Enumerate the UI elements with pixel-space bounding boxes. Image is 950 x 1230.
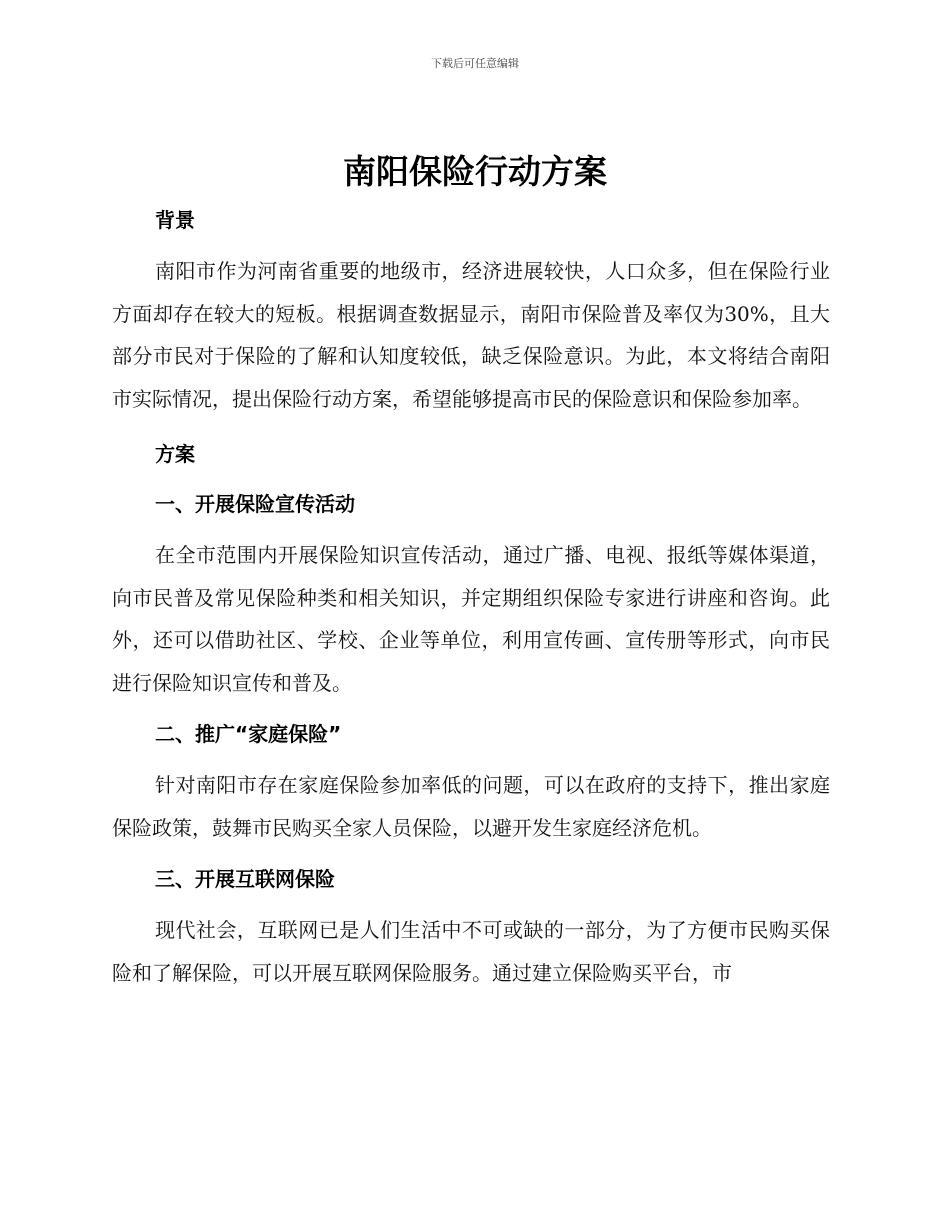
spacer bbox=[112, 899, 830, 909]
spacer bbox=[112, 754, 830, 764]
paragraph-item2: 针对南阳市存在家庭保险参加率低的问题，可以在政府的支持下，推出家庭保险政策，鼓舞市民购买全家人员保险，以避开发生家庭经济危机。 bbox=[112, 773, 830, 840]
spacer bbox=[112, 704, 830, 714]
section-heading-background: 背景 bbox=[155, 208, 195, 232]
spacer bbox=[112, 420, 830, 434]
section-heading-item1: 一、开展保险宣传活动 bbox=[155, 492, 355, 516]
document-body bbox=[112, 200, 830, 994]
header-note: 下载后可任意编辑 bbox=[431, 57, 519, 70]
section-heading-plan: 方案 bbox=[155, 442, 195, 466]
spacer bbox=[112, 524, 830, 534]
spacer bbox=[112, 849, 830, 859]
section-heading-item2: 二、推广“家庭保险” bbox=[155, 722, 342, 746]
document-title: 南阳保险行动方案 bbox=[343, 152, 607, 191]
paragraph-item3: 现代社会，互联网已是人们生活中不可或缺的一部分，为了方便市民购买保险和了解保险，可以开展互联网保险服务。通过建立保险购买平台，市 bbox=[112, 918, 830, 985]
spacer bbox=[112, 474, 830, 484]
paragraph-background: 南阳市作为河南省重要的地级市，经济进展较快，人口众多，但在保险行业方面却存在较大的短板。根据调查数据显示，南阳市保险普及率仅为30%，且大部分市民对于保险的了解和认知度较低，缺乏保险意识。为此，本文将结合南阳市实际情况，提出保险行动方案，希望能够提高市民的保险意识和保险参加率。 bbox=[112, 259, 830, 411]
spacer bbox=[112, 240, 830, 250]
section-heading-item3: 三、开展互联网保险 bbox=[155, 867, 335, 891]
paragraph-item1: 在全市范围内开展保险知识宣传活动，通过广播、电视、报纸等媒体渠道，向市民普及常见保险种类和相关知识，并定期组织保险专家进行讲座和咨询。此外，还可以借助社区、学校、企业等单位，利用宣传画、宣传册等形式，向市民进行保险知识宣传和普及。 bbox=[112, 543, 830, 695]
